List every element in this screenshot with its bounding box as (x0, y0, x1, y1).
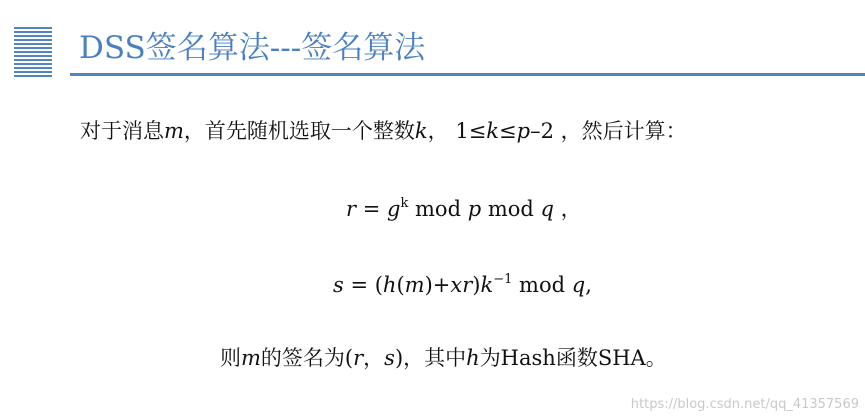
text-segment: 对于消息 (80, 119, 164, 143)
text-segment: ， (363, 346, 385, 370)
formula-s (333, 270, 592, 300)
variable-r: r (346, 197, 357, 221)
variable-r: r (353, 346, 364, 370)
variable-m: m (164, 119, 184, 143)
variable-s: s (384, 346, 395, 370)
text-segment: 则 (220, 346, 241, 370)
text-segment: ，首先随机选取一个整数 (183, 119, 415, 143)
variable-h: h (466, 346, 480, 370)
text-segment: ， 1≤ (427, 119, 487, 143)
text-segment: 的签名为( (260, 346, 354, 370)
title-underline (70, 73, 865, 76)
variable-q: q (540, 197, 554, 221)
watermark-url: https://blog.csdn.net/qq_41357569 (630, 397, 859, 412)
variable-m: m (404, 273, 425, 297)
exponent-minus-one: −1 (493, 272, 513, 287)
text-segment: ≤ (499, 119, 517, 143)
text-segment: ) (472, 273, 481, 297)
slide-title: DSS签名算法---签名算法 (79, 30, 426, 66)
text-segment: )+ (424, 273, 451, 297)
variable-m: m (241, 346, 261, 370)
variable-q: q (571, 273, 586, 297)
text-segment: ， (553, 197, 582, 221)
text-segment: –2 ，然后计算： (530, 119, 687, 143)
variable-h: h (382, 273, 397, 297)
text-segment: = ( (343, 273, 383, 297)
variable-k: k (480, 273, 494, 297)
variable-p: p (516, 119, 531, 143)
text-segment: mod (512, 273, 572, 297)
text-segment: 为Hash函数SHA。 (479, 346, 667, 370)
signature-sentence (220, 343, 667, 373)
text-segment: mod (481, 197, 541, 221)
variable-k: k (414, 119, 428, 143)
text-segment: mod (408, 197, 468, 221)
exponent-k: k (400, 196, 409, 211)
intro-sentence (80, 116, 687, 146)
variable-s: s (333, 273, 344, 297)
text-segment: )，其中 (394, 346, 467, 370)
slide-decoration-icon (14, 27, 52, 77)
text-segment: , (585, 273, 592, 297)
formula-r (346, 194, 582, 224)
text-segment: = (356, 197, 387, 221)
variable-xr: xr (450, 273, 473, 297)
variable-g: g (387, 197, 401, 221)
text-segment: ( (396, 273, 405, 297)
variable-k: k (486, 119, 500, 143)
variable-p: p (467, 197, 482, 221)
